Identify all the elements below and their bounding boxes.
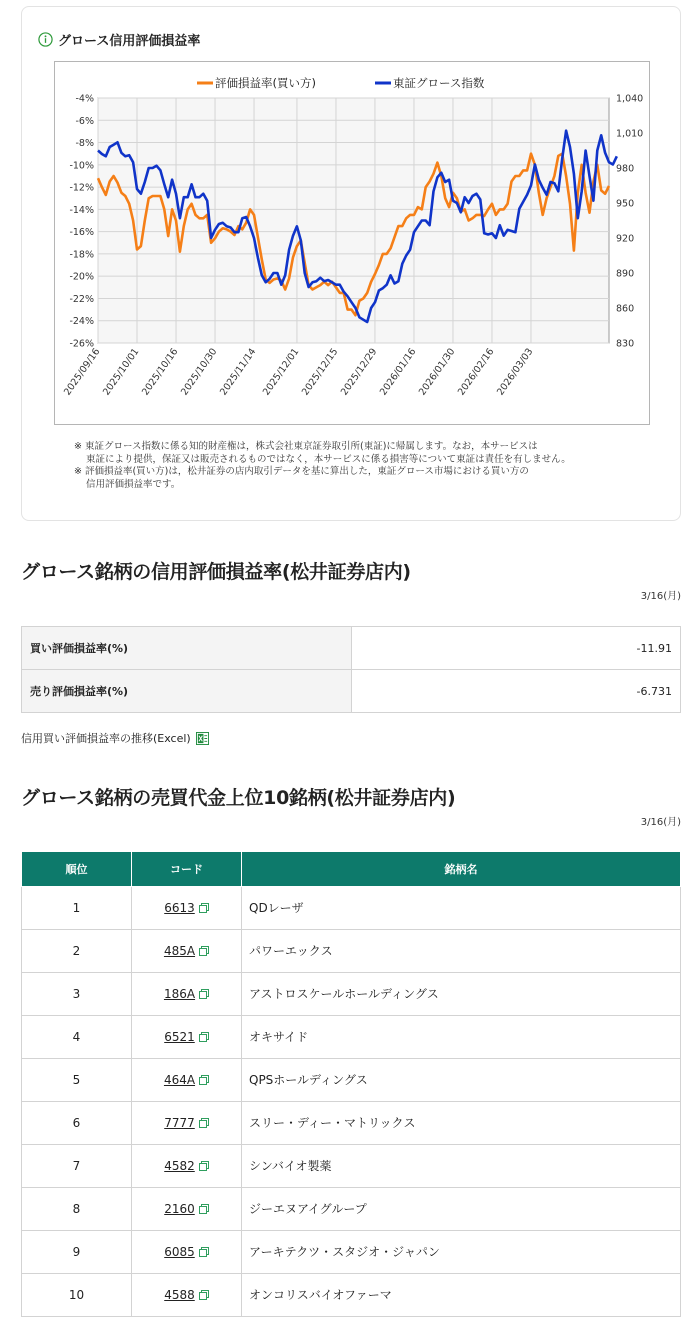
- y-left-tick-label: -26%: [69, 338, 94, 350]
- y-right-tick-label: 860: [616, 303, 635, 315]
- stock-code-link[interactable]: 6085: [164, 1244, 195, 1259]
- table-row: [22, 1144, 681, 1187]
- x-tick-label: 2026/02/16: [456, 346, 497, 398]
- stock-code-link[interactable]: 4588: [164, 1287, 195, 1302]
- code-cell: [132, 1101, 242, 1144]
- stock-name-cell: アーキテクツ・スタジオ・ジャパン: [242, 1230, 681, 1273]
- table-row: [22, 886, 681, 929]
- y-right-tick-label: 980: [616, 163, 635, 175]
- y-left-tick-label: -22%: [69, 293, 94, 305]
- buy-pl-value: -11.91: [352, 627, 681, 670]
- copy-icon[interactable]: [199, 1290, 209, 1300]
- excel-icon[interactable]: [196, 732, 209, 745]
- chart-title: グロース信用評価損益率: [58, 34, 201, 49]
- stock-name-cell: シンバイオ製薬: [242, 1144, 681, 1187]
- stock-code-link[interactable]: 7777: [164, 1115, 195, 1130]
- ranking-heading: グロース銘柄の売買代金上位10銘柄(松井証券店内): [21, 787, 456, 809]
- table-row: [22, 1230, 681, 1273]
- table-header-row: [22, 852, 681, 886]
- buy-pl-label: 買い評価損益率(%): [22, 627, 352, 670]
- note-line: 東証により提供，保証又は販売されるものではなく，本サービスに係る損害等について東証は責任を有しません。: [86, 453, 571, 465]
- y-left-tick-label: -10%: [69, 160, 94, 172]
- y-left-tick-label: -8%: [75, 138, 94, 150]
- code-cell: [132, 972, 242, 1015]
- rank-cell: 6: [22, 1101, 132, 1144]
- table-row: [22, 1273, 681, 1316]
- rank-cell: 2: [22, 929, 132, 972]
- rank-cell: 7: [22, 1144, 132, 1187]
- x-tick-label: 2026/01/16: [377, 346, 419, 398]
- y-right-tick-label: 890: [616, 268, 635, 280]
- code-cell: [132, 1230, 242, 1273]
- pl-heading: グロース銘柄の信用評価損益率(松井証券店内): [21, 561, 411, 583]
- code-cell: [132, 886, 242, 929]
- x-tick-label: 2025/12/01: [260, 346, 302, 398]
- table-row: [22, 627, 681, 670]
- copy-icon[interactable]: [199, 1075, 209, 1085]
- y-left-tick-label: -6%: [75, 115, 94, 127]
- code-cell: [132, 1058, 242, 1101]
- rank-cell: 9: [22, 1230, 132, 1273]
- y-right-tick-label: 1,010: [616, 128, 644, 140]
- stock-code-link[interactable]: 464A: [163, 1072, 196, 1087]
- stock-name-cell: QDレーザ: [242, 886, 681, 929]
- rank-cell: 1: [22, 886, 132, 929]
- ranking-date: 3/16(月): [640, 817, 681, 828]
- rank-cell: 8: [22, 1187, 132, 1230]
- y-right-tick-label: 830: [616, 338, 635, 350]
- table-row: [22, 1187, 681, 1230]
- code-cell: [132, 929, 242, 972]
- table-row: [22, 1101, 681, 1144]
- info-icon[interactable]: [38, 32, 53, 47]
- sell-pl-value: -6.731: [352, 670, 681, 713]
- copy-icon[interactable]: [199, 1161, 209, 1171]
- x-tick-label: 2025/09/16: [62, 346, 103, 398]
- pl-table: [21, 626, 681, 713]
- rank-cell: 5: [22, 1058, 132, 1101]
- table-row: [22, 972, 681, 1015]
- y-left-tick-label: -20%: [69, 271, 94, 283]
- col-header-code: コード: [132, 852, 242, 886]
- rank-cell: 4: [22, 1015, 132, 1058]
- stock-name-cell: アストロスケールホールディングス: [242, 972, 681, 1015]
- rank-cell: 10: [22, 1273, 132, 1316]
- stock-name-cell: ジーエヌアイグループ: [242, 1187, 681, 1230]
- table-row: [22, 670, 681, 713]
- code-cell: [132, 1015, 242, 1058]
- table-row: [22, 1058, 681, 1101]
- sell-pl-label: 売り評価損益率(%): [22, 670, 352, 713]
- col-header-rank: 順位: [22, 852, 132, 886]
- excel-download-link[interactable]: [21, 730, 209, 746]
- line-chart: [55, 62, 649, 424]
- y-left-tick-label: -16%: [69, 227, 94, 239]
- copy-icon[interactable]: [199, 903, 209, 913]
- stock-name-cell: パワーエックス: [242, 929, 681, 972]
- x-tick-label: 2026/01/30: [417, 346, 458, 398]
- code-cell: [132, 1273, 242, 1316]
- chart-notes: [74, 441, 654, 491]
- chart-card: [21, 6, 681, 521]
- note-line: ※ 評価損益率(買い方)は，松井証券の店内取引データを基に算出した，東証グロース市場における買い方の: [74, 466, 529, 477]
- y-left-tick-label: -12%: [69, 182, 94, 194]
- copy-icon[interactable]: [199, 1204, 209, 1214]
- copy-icon[interactable]: [199, 1247, 209, 1257]
- ranking-table: [21, 852, 681, 1317]
- table-row: [22, 929, 681, 972]
- y-left-tick-label: -18%: [69, 249, 94, 261]
- stock-code-link[interactable]: 4582: [164, 1158, 195, 1173]
- excel-link-label[interactable]: 信用買い評価損益率の推移(Excel): [21, 732, 191, 745]
- stock-name-cell: QPSホールディングス: [242, 1058, 681, 1101]
- copy-icon[interactable]: [199, 1118, 209, 1128]
- y-right-tick-label: 920: [616, 233, 635, 245]
- x-tick-label: 2025/12/29: [338, 346, 380, 398]
- stock-code-link[interactable]: 6521: [164, 1029, 195, 1044]
- x-tick-label: 2026/03/03: [495, 346, 536, 398]
- copy-icon[interactable]: [199, 1032, 209, 1042]
- note-line: 信用評価損益率です。: [86, 478, 181, 490]
- chart-frame: [54, 61, 650, 425]
- stock-code-link[interactable]: 186A: [163, 986, 196, 1001]
- y-left-tick-label: -14%: [69, 204, 94, 216]
- stock-code-link[interactable]: 6613: [164, 900, 195, 915]
- x-tick-label: 2025/10/01: [101, 346, 142, 398]
- col-header-name: 銘柄名: [242, 852, 681, 886]
- code-cell: [132, 1144, 242, 1187]
- legend-label: 評価損益率(買い方): [215, 76, 316, 90]
- y-left-tick-label: -24%: [69, 316, 94, 328]
- rank-cell: 3: [22, 972, 132, 1015]
- x-tick-label: 2025/10/30: [179, 346, 220, 398]
- stock-name-cell: スリー・ディー・マトリックス: [242, 1101, 681, 1144]
- note-line: ※ 東証グロース指数に係る知的財産権は，株式会社東京証券取引所(東証)に帰属します。なお，本サービスは: [74, 441, 538, 452]
- y-right-tick-label: 1,040: [616, 93, 644, 105]
- code-cell: [132, 1187, 242, 1230]
- copy-icon[interactable]: [199, 989, 209, 999]
- table-row: [22, 1015, 681, 1058]
- ranking-table-body: [22, 886, 681, 1316]
- stock-name-cell: オンコリスバイオファーマ: [242, 1273, 681, 1316]
- stock-code-link[interactable]: 2160: [164, 1201, 195, 1216]
- copy-icon[interactable]: [199, 946, 209, 956]
- chart-card-title: [38, 30, 200, 49]
- stock-name-cell: オキサイド: [242, 1015, 681, 1058]
- x-tick-label: 2025/10/16: [140, 346, 181, 398]
- y-right-tick-label: 950: [616, 198, 635, 210]
- x-tick-label: 2025/12/15: [299, 346, 341, 398]
- legend-label: 東証グロース指数: [393, 76, 485, 90]
- pl-date: 3/16(月): [640, 591, 681, 602]
- y-left-tick-label: -4%: [75, 93, 94, 105]
- x-tick-label: 2025/11/14: [218, 346, 259, 398]
- stock-code-link[interactable]: 485A: [163, 943, 196, 958]
